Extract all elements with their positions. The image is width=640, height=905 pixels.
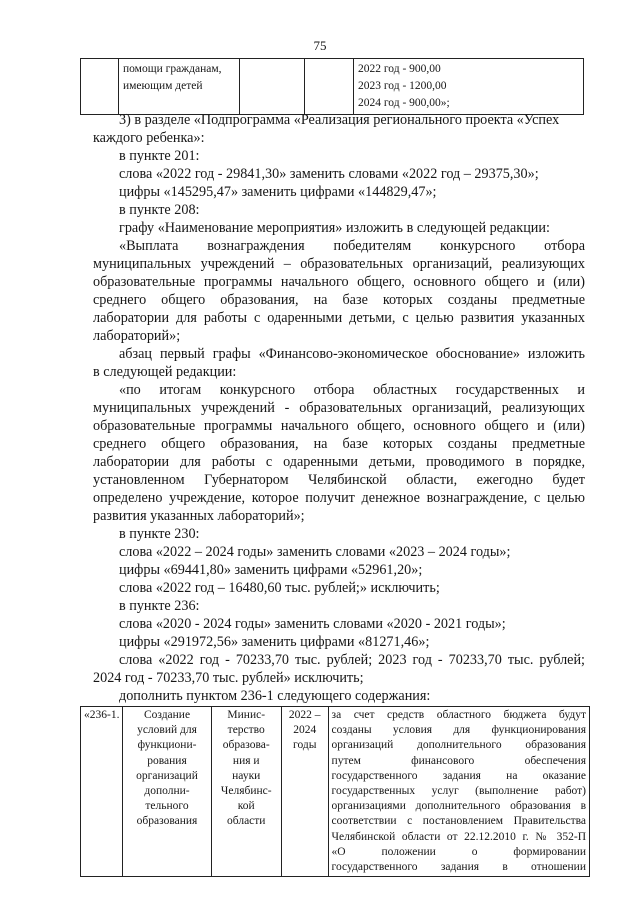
cell-line: рования <box>147 754 187 767</box>
table-cell-name <box>119 59 240 115</box>
continuation-table <box>80 58 584 115</box>
text-line: «по итогам конкурсного отбора областных государственных и <box>119 382 585 398</box>
item-number <box>81 707 123 877</box>
cell-line: помощи гражданам, <box>123 63 222 75</box>
cell-line: соответствии с постановлением Правительства <box>331 815 586 828</box>
text-line: цифры «145295,47» заменить цифрами «144829,47»; <box>119 184 437 200</box>
cell-line: путем финансового обеспечения <box>331 754 586 767</box>
text-line: муниципальных учреждений - образовательных организаций, реализующих <box>93 400 585 416</box>
cell-line: области <box>227 815 266 828</box>
cell-line: терство <box>227 724 265 737</box>
text-line: лаборатории для работы с одаренными детьми, проводимого в порядке, <box>93 454 585 470</box>
text-line: цифры «291972,56» заменить цифрами «81271,46»; <box>119 634 430 650</box>
table-cell-amounts <box>354 59 584 115</box>
text-line: лаборатории для работы с одаренными детьми, с целью развития указанных <box>93 310 585 326</box>
cell-line: «О положении о формировании <box>331 845 586 858</box>
text-line: графу «Наименование мероприятия» изложить в следующей редакции: <box>119 220 550 236</box>
cell-line: условий для <box>137 724 197 737</box>
text-line: слова «2022 год – 16480,60 тыс. рублей;» исключить; <box>119 580 440 596</box>
item-executor <box>211 707 281 877</box>
cell-line: организаций <box>136 769 198 782</box>
text-line: цифры «69441,80» заменить цифрами «52961,20»; <box>119 562 423 578</box>
text-line: абзац первый графы «Финансово-экономическое обоснование» изложить <box>119 346 585 362</box>
text-line: в пункте 208: <box>119 202 200 218</box>
table-row <box>81 59 584 115</box>
page-number: 75 <box>313 38 327 53</box>
text-line: в следующей редакции: <box>93 364 237 380</box>
table-cell-number <box>81 59 119 115</box>
cell-line: дополни- <box>144 785 190 798</box>
amount-line: 2024 год - 900,00»; <box>358 97 450 109</box>
text-line: лабораторий»; <box>93 328 181 344</box>
cell-line: тельного <box>145 800 189 813</box>
text-line: слова «2020 - 2024 годы» заменить словами «2020 - 2021 годы»; <box>119 616 506 632</box>
text-line: 3) в разделе «Подпрограмма «Реализация регионального проекта «Успех <box>119 112 560 128</box>
table-cell-executor <box>240 59 305 115</box>
new-item-table <box>80 706 590 877</box>
cell-line: «236-1. <box>84 709 120 721</box>
cell-line: организаций дополнительного образования <box>331 739 586 752</box>
amount-line: 2023 год - 1200,00 <box>358 80 447 92</box>
cell-line: Минис- <box>227 709 266 721</box>
cell-line: науки <box>232 769 261 782</box>
text-line: дополнить пунктом 236-1 следующего содержания: <box>119 688 431 704</box>
text-line: установленном Губернатором Челябинской области, ежегодно будет <box>93 472 585 488</box>
cell-line: ния и <box>232 754 260 767</box>
amount-line: 2022 год - 900,00 <box>358 63 441 75</box>
text-line: в пункте 201: <box>119 148 200 164</box>
text-line: образовательные программы начального общего, основного общего и (или) <box>93 418 585 434</box>
cell-line: государственного задания на оказание <box>331 769 586 782</box>
cell-line: Челябинской области от 22.12.2010 г. № 352-П <box>331 830 586 843</box>
text-line: слова «2022 год - 70233,70 тыс. рублей; 2023 год - 70233,70 тыс. рублей; <box>119 652 585 668</box>
cell-line: созданы условия для функционирования <box>331 724 586 737</box>
cell-line: функциони- <box>137 739 197 752</box>
text-line: среднего общего образования, на базе которых созданы предметные <box>93 436 585 452</box>
text-line: образовательные программы начального общего, основного общего и (или) <box>93 274 585 290</box>
cell-line: имеющим детей <box>123 80 203 92</box>
cell-line: образования <box>136 815 198 828</box>
text-line: в пункте 236: <box>119 598 200 614</box>
table-cell-period <box>305 59 354 115</box>
text-line: среднего общего образования, на базе которых созданы предметные <box>93 292 585 308</box>
text-line: развития указанных лабораторий»; <box>93 508 305 524</box>
cell-line: за счет средств областного бюджета будут <box>331 709 586 721</box>
text-line: муниципальных учреждений – образовательных организаций, реализующих <box>93 256 585 272</box>
cell-line: образова- <box>222 739 270 752</box>
text-line: слова «2022 год - 29841,30» заменить словами «2022 год – 29375,30»; <box>119 166 539 182</box>
table-row <box>81 707 590 877</box>
text-line: каждого ребенка»: <box>93 130 205 146</box>
text-line: слова «2022 – 2024 годы» заменить словами «2023 – 2024 годы»; <box>119 544 511 560</box>
cell-line: кой <box>237 800 255 813</box>
cell-line: годы <box>293 739 317 752</box>
cell-line: государственного задания в отношении <box>331 861 586 874</box>
cell-line: государственных услуг (выполнение работ) <box>331 785 586 798</box>
cell-line: Создание <box>143 709 191 721</box>
cell-line: Челябинс- <box>220 785 272 798</box>
item-name <box>123 707 211 877</box>
text-line: 2024 год - 70233,70 тыс. рублей» исключить; <box>93 670 364 686</box>
text-line: в пункте 230: <box>119 526 200 542</box>
item-period <box>281 707 328 877</box>
cell-line: 2024 <box>293 724 317 737</box>
text-line: определено учреждение, которое получит денежное вознаграждение, с целью <box>93 490 585 506</box>
cell-line: 2022 – <box>288 709 321 721</box>
item-justification <box>328 707 589 877</box>
text-line: «Выплата вознаграждения победителям конкурсного отбора <box>119 238 585 254</box>
cell-line: организациями дополнительного образования в <box>331 800 586 813</box>
